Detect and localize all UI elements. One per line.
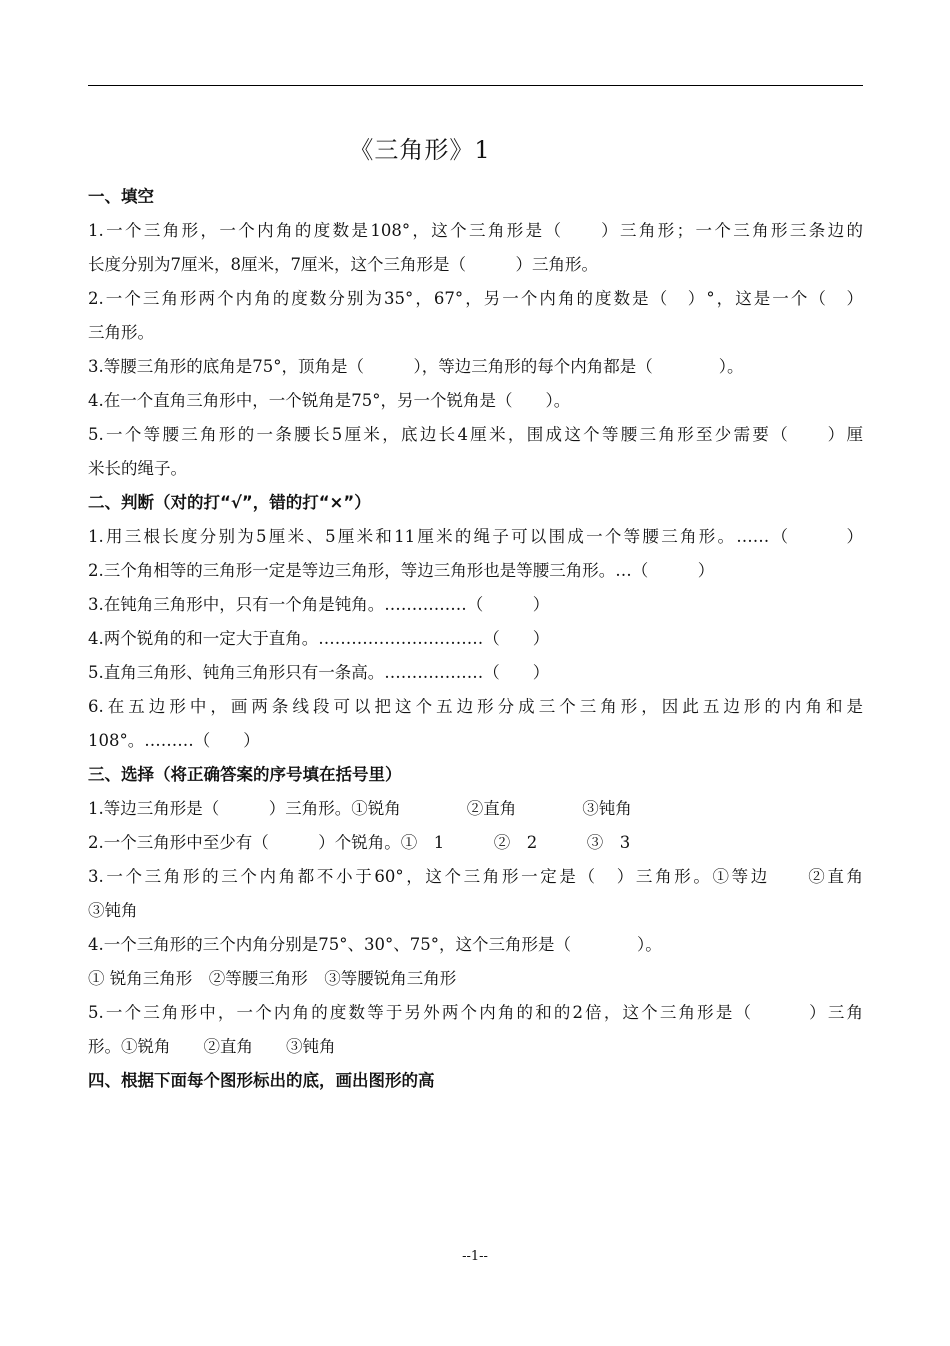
question-line: 4.在一个直角三角形中，一个锐角是75°，另一个锐角是（ ）。 (88, 391, 571, 410)
section-1-heading: 一、填空 (88, 187, 154, 206)
question-line: 1.用三根长度分别为5厘米、5厘米和11厘米的绳子可以围成一个等腰三角形。……（ ） (88, 527, 863, 546)
question-line: 长度分别为7厘米，8厘米，7厘米，这个三角形是（ ）三角形。 (88, 255, 598, 274)
question-line: 3.一个三角形的三个内角都不小于60°，这个三角形一定是（ ）三角形。①等边 ②直角 (88, 867, 863, 886)
question-line: 3.等腰三角形的底角是75°，顶角是（ ），等边三角形的每个内角都是（ ）。 (88, 357, 744, 376)
question-line: 4.两个锐角的和一定大于直角。…………………………（ ） (88, 629, 550, 648)
question-line: 5.一个三角形中，一个内角的度数等于另外两个内角的和的2倍，这个三角形是（ ）三角 (88, 1003, 863, 1022)
question-line: 108°。………（ ） (88, 731, 260, 750)
question-line: 6.在五边形中，画两条线段可以把这个五边形分成三个三角形，因此五边形的内角和是 (88, 697, 863, 716)
question-line: 形。①锐角 ②直角 ③钝角 (88, 1037, 336, 1056)
worksheet-content (88, 184, 863, 1102)
question-line: 3.在钝角三角形中，只有一个角是钝角。……………（ ） (88, 595, 550, 614)
page-number: --1-- (462, 1249, 488, 1264)
question-line: ① 锐角三角形 ②等腰三角形 ③等腰锐角三角形 (88, 969, 457, 988)
question-line: 2.一个三角形两个内角的度数分别为35°，67°，另一个内角的度数是（ ）°，这是一个（ ） (88, 289, 863, 308)
question-line: ③钝角 (88, 901, 138, 920)
question-line: 5.直角三角形、钝角三角形只有一条高。………………（ ） (88, 663, 550, 682)
question-line: 2.一个三角形中至少有（ ）个锐角。① 1 ② 2 ③ 3 (88, 833, 631, 852)
section-4-heading: 四、根据下面每个图形标出的底，画出图形的高 (88, 1071, 435, 1090)
question-line: 1.一个三角形，一个内角的度数是108°，这个三角形是（ ）三角形；一个三角形三条边的 (88, 221, 863, 240)
question-line: 米长的绳子。 (88, 459, 187, 478)
top-rule (88, 85, 863, 86)
question-line: 2.三个角相等的三角形一定是等边三角形，等边三角形也是等腰三角形。…（ ） (88, 561, 715, 580)
question-line: 三角形。 (88, 323, 154, 342)
question-line: 1.等边三角形是（ ）三角形。①锐角 ②直角 ③钝角 (88, 799, 632, 818)
question-line: 5.一个等腰三角形的一条腰长5厘米，底边长4厘米，围成这个等腰三角形至少需要（ ）厘 (88, 425, 863, 444)
section-3-heading: 三、选择（将正确答案的序号填在括号里） (88, 765, 402, 784)
page-title: 《三角形》1 (349, 136, 491, 164)
section-2-heading: 二、判断（对的打“√”，错的打“×”） (88, 493, 371, 512)
question-line: 4.一个三角形的三个内角分别是75°、30°、75°，这个三角形是（ ）。 (88, 935, 662, 954)
